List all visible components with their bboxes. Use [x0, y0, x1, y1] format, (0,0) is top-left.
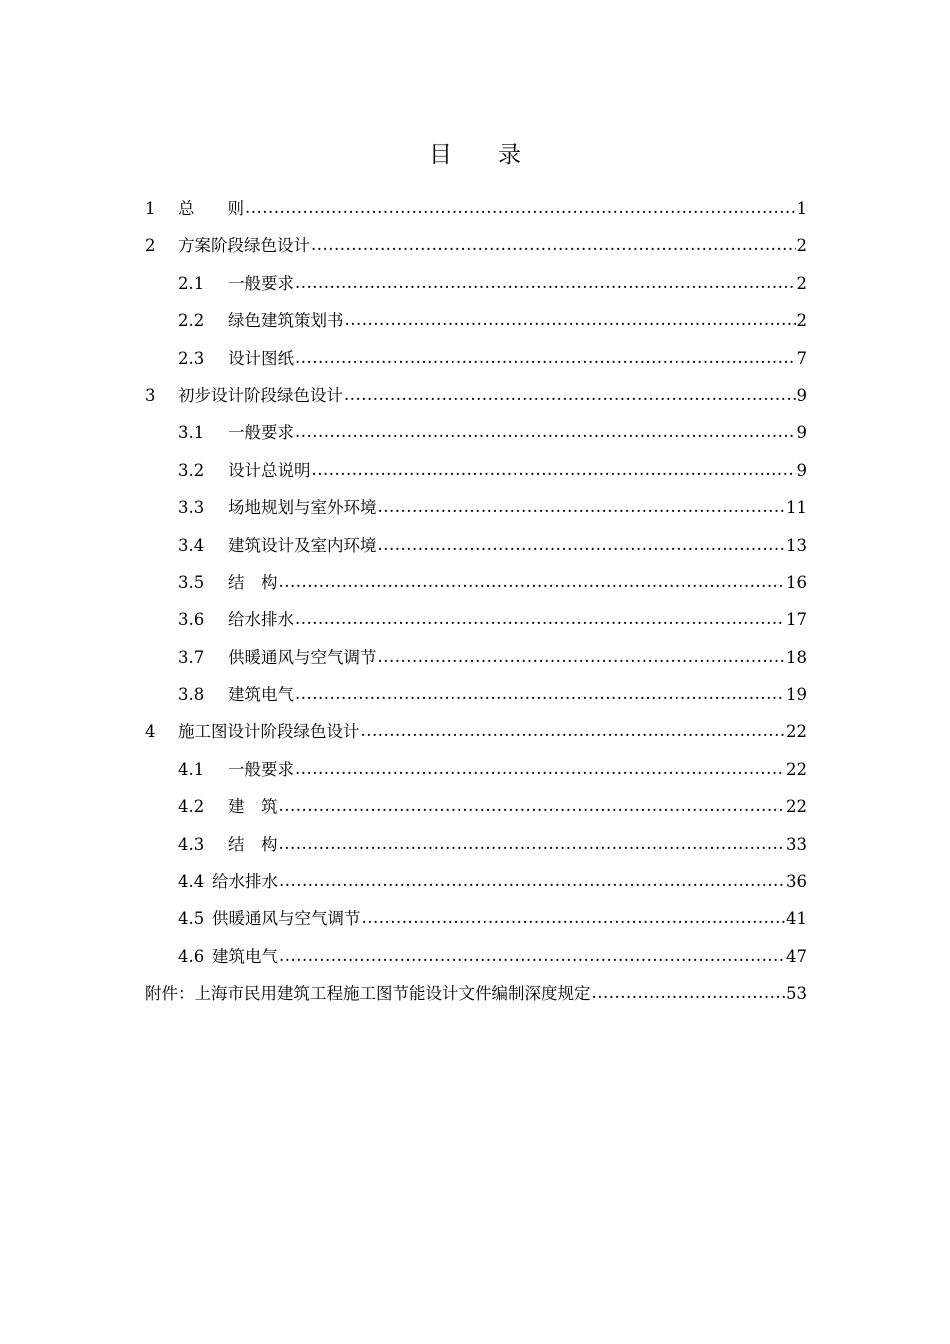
toc-entry-page: 33 [786, 834, 807, 854]
toc-entry[interactable] [145, 340, 807, 377]
toc-entry[interactable] [145, 265, 807, 302]
toc-entry-number: 2.1 [178, 273, 205, 293]
toc-entry-title: 建筑电气 [212, 946, 278, 966]
toc-leader-dots [378, 638, 786, 675]
toc-entry-page: 18 [786, 647, 807, 667]
toc-entry-title: 一般要求 [228, 423, 294, 443]
toc-entry-title: 建筑设计及室内环境 [228, 535, 377, 555]
toc-entry-page: 9 [796, 460, 807, 480]
toc-entry-page: 16 [786, 572, 807, 592]
toc-entry-title: 建筑电气 [228, 685, 294, 705]
toc-entry[interactable] [145, 975, 807, 1012]
toc-entry-number: 1 [145, 199, 156, 218]
toc-leader-dots [344, 376, 796, 413]
toc-entry[interactable] [145, 938, 807, 975]
toc-entry-number: 2.2 [178, 311, 205, 331]
toc-entry[interactable] [145, 489, 807, 526]
toc-leader-dots [345, 301, 796, 338]
toc-entry-number: 3.6 [178, 610, 205, 630]
toc-leader-dots [378, 488, 786, 525]
toc-entry-title: 给水排水 [228, 610, 294, 630]
toc-entry-number: 3 [145, 385, 156, 405]
toc-leader-dots [245, 189, 796, 226]
toc-entry-title: 设计总说明 [228, 460, 311, 480]
toc-entry-page: 17 [786, 610, 807, 630]
toc-entry-page: 47 [786, 946, 807, 966]
toc-entry-title: 绿色建筑策划书 [228, 311, 344, 331]
toc-entry-page: 36 [786, 872, 807, 892]
toc-entry[interactable] [145, 190, 807, 227]
toc-entry[interactable] [145, 713, 807, 750]
toc-entry-page: 7 [796, 348, 807, 368]
toc-entry-page: 11 [786, 498, 807, 518]
toc-entry-number: 4 [145, 722, 156, 742]
toc-entry-number: 3.4 [178, 535, 205, 555]
toc-leader-dots [279, 862, 785, 899]
toc-leader-dots [279, 825, 786, 862]
toc-entry-number: 3.5 [178, 572, 205, 592]
toc-entry-title: 附件：上海市民用建筑工程施工图节能设计文件编制深度规定 [145, 984, 591, 1004]
toc-entry-title: 一般要求 [228, 759, 294, 779]
toc-entry-title: 初步设计阶段绿色设计 [178, 385, 343, 405]
toc-entry-title: 总 则 [178, 199, 244, 218]
toc-leader-dots [279, 563, 786, 600]
toc-entry[interactable] [145, 788, 807, 825]
toc-entry-number: 3.7 [178, 647, 205, 667]
toc-entry[interactable] [145, 751, 807, 788]
toc-entry[interactable] [145, 302, 807, 339]
toc-entry-page: 2 [796, 311, 807, 331]
toc-leader-dots [378, 526, 786, 563]
title-char-2: 录 [498, 142, 521, 168]
toc-entry-title: 供暖通风与空气调节 [212, 909, 361, 929]
toc-entry-number: 4.3 [178, 834, 205, 854]
toc-entry-number: 3.2 [178, 460, 205, 480]
table-of-contents [145, 190, 807, 1013]
toc-leader-dots [361, 712, 786, 749]
toc-entry-title: 方案阶段绿色设计 [178, 236, 310, 256]
toc-entry-number: 4.1 [178, 759, 205, 779]
toc-entry[interactable] [145, 414, 807, 451]
toc-entry-number: 3.1 [178, 423, 205, 443]
toc-entry-title: 建 筑 [228, 797, 278, 817]
toc-entry-number: 4.4 [178, 872, 205, 892]
page-title [0, 136, 950, 169]
toc-leader-dots [311, 226, 796, 263]
toc-entry-number: 3.8 [178, 685, 205, 705]
toc-entry-title: 设计图纸 [228, 348, 294, 368]
toc-leader-dots [295, 600, 785, 637]
toc-entry-page: 13 [786, 535, 807, 555]
toc-entry-page: 41 [786, 909, 807, 929]
toc-entry[interactable] [145, 601, 807, 638]
toc-entry-number: 3.3 [178, 498, 205, 518]
toc-leader-dots [295, 675, 785, 712]
toc-leader-dots [295, 413, 796, 450]
toc-entry-page: 53 [786, 984, 807, 1004]
toc-entry-page: 9 [796, 423, 807, 443]
toc-leader-dots [362, 899, 786, 936]
toc-entry-title: 供暖通风与空气调节 [228, 647, 377, 667]
toc-entry[interactable] [145, 863, 807, 900]
toc-entry-number: 2 [145, 236, 156, 256]
toc-entry-title: 结 构 [228, 834, 278, 854]
toc-entry-number: 4.6 [178, 946, 205, 966]
toc-entry-page: 1 [796, 199, 807, 218]
toc-entry[interactable] [145, 227, 807, 264]
toc-entry[interactable] [145, 826, 807, 863]
toc-entry[interactable] [145, 676, 807, 713]
toc-leader-dots [295, 264, 796, 301]
toc-entry-title: 场地规划与室外环境 [228, 498, 377, 518]
toc-entry-title: 结 构 [228, 572, 278, 592]
toc-entry-title: 施工图设计阶段绿色设计 [178, 722, 360, 742]
toc-entry[interactable] [145, 377, 807, 414]
toc-leader-dots [312, 451, 796, 488]
toc-entry-page: 22 [786, 722, 807, 742]
toc-leader-dots [279, 937, 785, 974]
toc-entry-page: 2 [796, 236, 807, 256]
title-char-1: 目 [429, 142, 452, 168]
toc-entry[interactable] [145, 527, 807, 564]
toc-entry-page: 22 [786, 797, 807, 817]
toc-leader-dots [592, 974, 786, 1011]
toc-entry-page: 19 [786, 685, 807, 705]
toc-entry-page: 22 [786, 759, 807, 779]
toc-leader-dots [295, 750, 785, 787]
toc-entry-number: 2.3 [178, 348, 205, 368]
toc-entry-title: 给水排水 [212, 872, 278, 892]
toc-entry-number: 4.2 [178, 797, 205, 817]
toc-entry[interactable] [145, 900, 807, 937]
toc-leader-dots [279, 787, 786, 824]
toc-entry[interactable] [145, 452, 807, 489]
toc-entry-number: 4.5 [178, 909, 205, 929]
toc-entry-page: 9 [796, 385, 807, 405]
toc-entry[interactable] [145, 564, 807, 601]
toc-entry-title: 一般要求 [228, 273, 294, 293]
toc-entry-page: 2 [796, 273, 807, 293]
toc-entry[interactable] [145, 639, 807, 676]
toc-leader-dots [295, 339, 796, 376]
